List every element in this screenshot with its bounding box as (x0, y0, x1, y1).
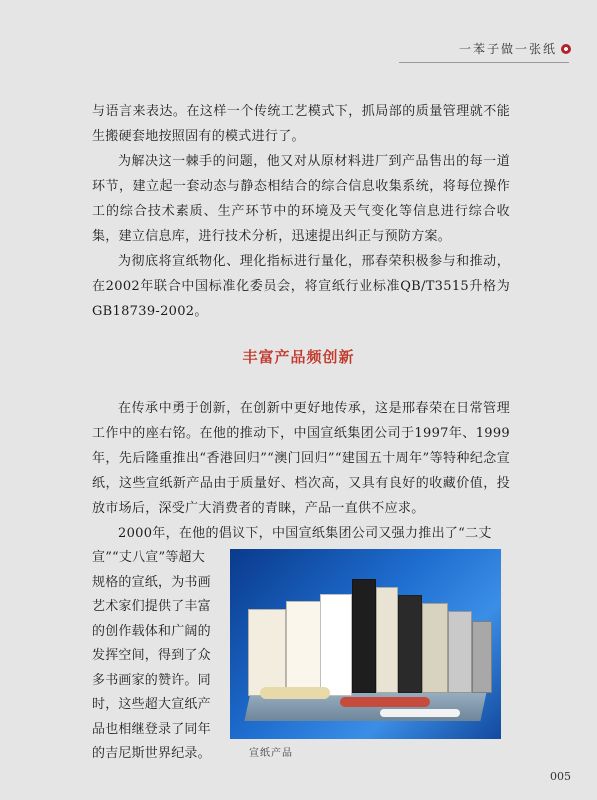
photo-gift-box (422, 603, 448, 693)
page-number: 005 (550, 770, 571, 783)
photo-paper-stack (320, 594, 352, 696)
wrap-line: 品也相继登录了同年 (92, 721, 211, 737)
text-block-middle (92, 396, 510, 546)
photo-scroll (380, 709, 460, 717)
wrapped-text (92, 546, 220, 767)
photo-paper-stack (248, 609, 286, 696)
paragraph-5: 2000年，在他的倡议下，中国宣纸集团公司又强力推出了“二丈 (118, 526, 492, 541)
circle-ornament-icon (561, 44, 571, 54)
header-rule (399, 62, 569, 63)
xuan-paper-products-photo (230, 549, 501, 739)
wrap-line: 多书画家的赞许。同 (92, 672, 211, 688)
wrap-line: 的吉尼斯世界纪录。 (92, 746, 211, 761)
photo-scroll (260, 687, 330, 699)
photo-gift-box (448, 611, 472, 693)
running-header (459, 40, 571, 57)
photo-gift-box (472, 621, 492, 693)
photo-gift-box (376, 587, 398, 693)
photo-scroll (340, 697, 430, 707)
wrap-line: 规格的宣纸，为书画 (92, 574, 211, 590)
running-title: 一苯子做一张纸 (458, 42, 557, 56)
text-block-top (92, 99, 510, 324)
wrap-line: 时，这些超大宣纸产 (92, 697, 211, 712)
wrap-line: 的创作载体和广阔的 (92, 623, 211, 639)
photo-paper-stack (286, 601, 322, 695)
paragraph-4: 在传承中勇于创新，在创新中更好地传承，这是邢春荣在日常管理工作中的座右铭。在他的推动下，中国宣纸集团公司于1997年、1999年，先后隆重推出“香港回归”“澳门回归”“建国五十周年”等特种纪念宣纸，这些宣纸新产品由于质量好、档次高，又具有良好的收藏价值，投放市场后，深受广大消费者的青睐，产品一直供不应求。 (92, 401, 510, 516)
wrap-line: 宣”“丈八宣”等超大 (92, 550, 205, 565)
paragraph-1: 与语言来表达。在这样一个传统工艺模式下，抓局部的质量管理就不能生搬硬套地按照固有的模式进行了。 (92, 104, 510, 144)
wrap-line: 发挥空间，得到了众 (92, 648, 211, 663)
section-title: 丰富产品频创新 (242, 348, 355, 366)
wrap-line: 艺术家们提供了丰富 (92, 599, 211, 614)
photo-caption: 宣纸产品 (249, 748, 293, 759)
photo-gift-box (352, 579, 376, 693)
photo-gift-box (398, 595, 422, 693)
paragraph-2: 为解决这一棘手的问题，他又对从原材料进厂到产品售出的每一道环节，建立起一套动态与静态相结合的综合信息收集系统，将每位操作工的综合技术素质、生产环节中的环境及天气变化等信息进行综合收集，建立信息库，进行技术分析，迅速提出纠正与预防方案。 (92, 154, 510, 244)
paragraph-3: 为彻底将宣纸物化、理化指标进行量化，邢春荣积极参与和推动，在2002年联合中国标准化委员会，将宣纸行业标准QB/T3515升格为GB18739-2002。 (92, 254, 510, 319)
